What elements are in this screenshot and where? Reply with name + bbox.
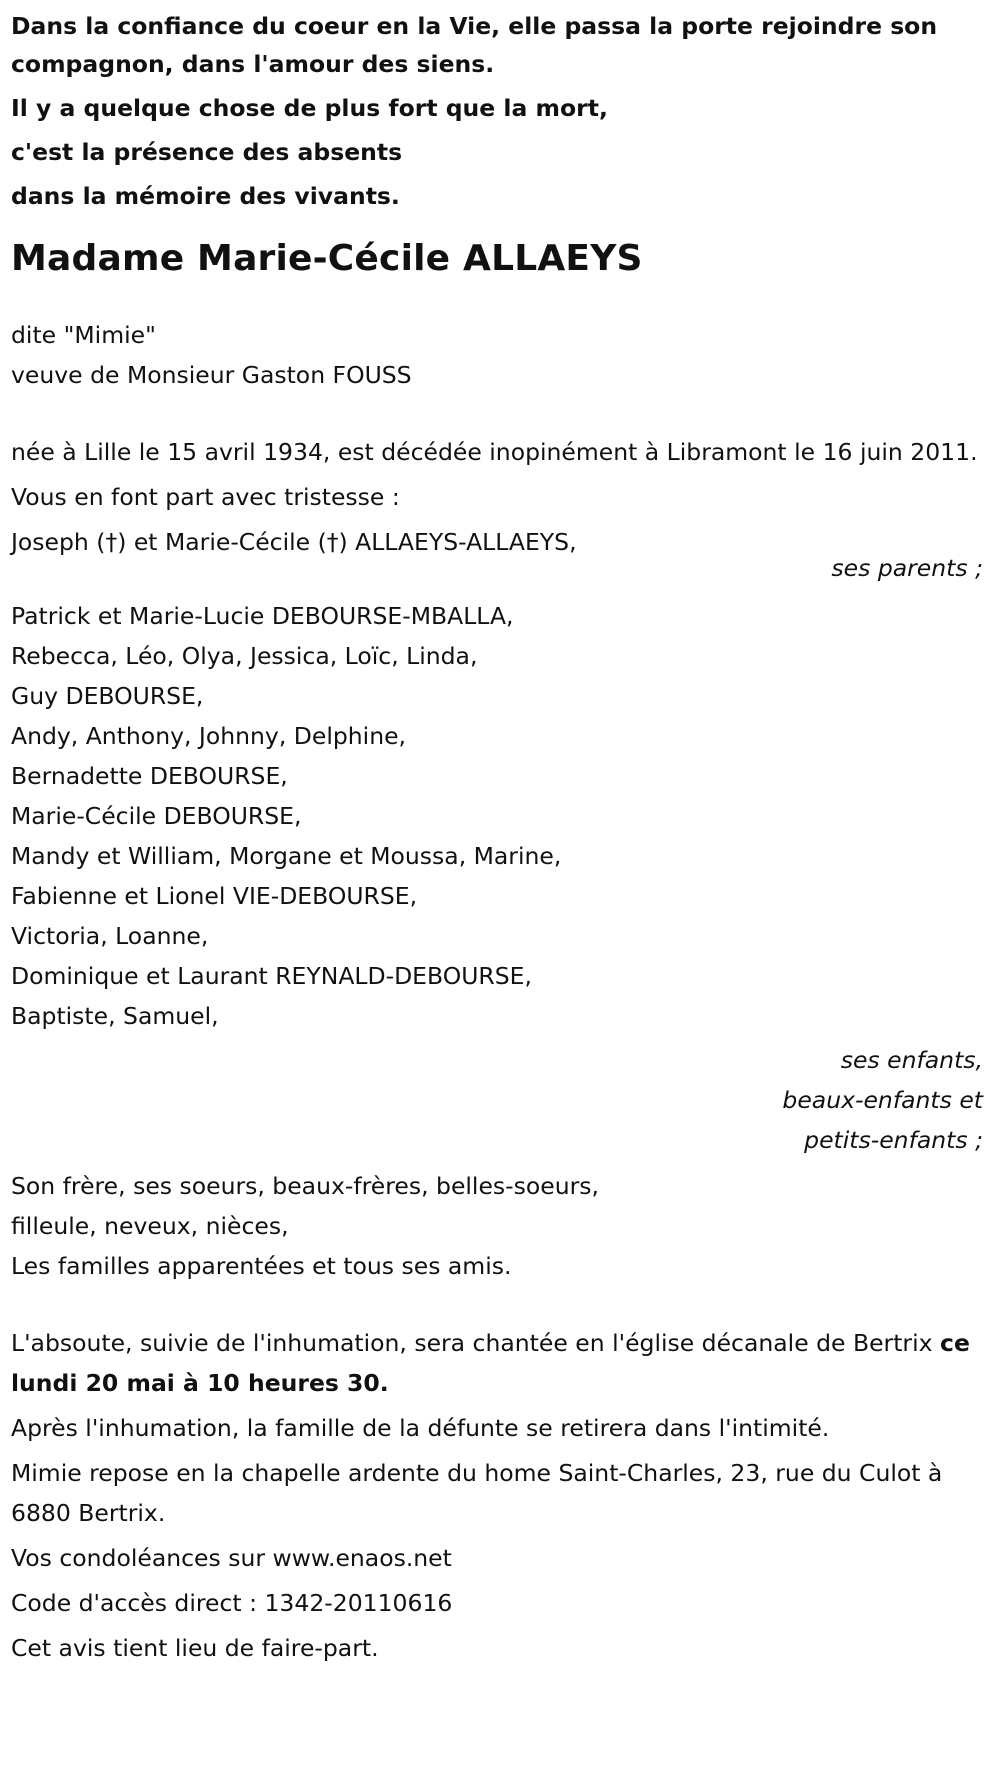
list-item: Fabienne et Lionel VIE-DEBOURSE,	[11, 882, 418, 910]
children-label: ses enfants, beaux-enfants et petits-enfants ;	[782, 1046, 983, 1154]
list-item: Andy, Anthony, Johnny, Delphine,	[11, 722, 407, 750]
quote-line-3: c'est la présence des absents	[11, 138, 403, 166]
list-item: Les familles apparentées et tous ses amis.	[11, 1252, 512, 1280]
deceased-name: Madame Marie-Cécile ALLAEYS	[11, 238, 643, 279]
obituary-notice	[11, 0, 1000, 1668]
list-item: Bernadette DEBOURSE,	[11, 762, 288, 790]
quote-line-2: Il y a quelque chose de plus fort que la mort,	[11, 94, 608, 122]
resting-place: Mimie repose en la chapelle ardente du home Saint-Charles, 23, rue du Culot à 6880 Bertrix.	[11, 1459, 943, 1527]
obituary-text-column	[11, 7, 983, 1668]
list-item: Son frère, ses soeurs, beaux-frères, belles-soeurs,	[11, 1172, 599, 1200]
list-item: Mandy et William, Morgane et Moussa, Marine,	[11, 842, 562, 870]
ceremony-datetime: ce lundi 20 mai à 10 heures 30.	[11, 1329, 970, 1397]
parents-label: ses parents ;	[831, 554, 983, 582]
list-item: Rebecca, Léo, Olya, Jessica, Loïc, Linda,	[11, 642, 478, 670]
condolences-link: Vos condoléances sur www.enaos.net	[11, 1544, 452, 1572]
ceremony-announcement	[11, 1323, 983, 1403]
announcement-intro: Vous en font part avec tristesse :	[11, 483, 400, 511]
parents-line: Joseph (†) et Marie-Cécile (†) ALLAEYS-ALLAEYS,	[11, 528, 577, 556]
deceased-nickname: dite "Mimie"	[11, 321, 156, 349]
access-code: Code d'accès direct : 1342-20110616	[11, 1589, 453, 1617]
list-item: Patrick et Marie-Lucie DEBOURSE-MBALLA,	[11, 602, 514, 630]
deceased-birth-death: née à Lille le 15 avril 1934, est décédée inopinément à Libramont le 16 juin 2011.	[11, 438, 978, 466]
closing-note: Cet avis tient lieu de faire-part.	[11, 1634, 379, 1662]
children-list	[11, 596, 983, 1036]
ceremony-text: L'absoute, suivie de l'inhumation, sera chantée en l'église décanale de Bertrix	[11, 1329, 933, 1357]
list-item: Baptiste, Samuel,	[11, 1002, 219, 1030]
after-burial-note: Après l'inhumation, la famille de la défunte se retirera dans l'intimité.	[11, 1414, 830, 1442]
list-item: Guy DEBOURSE,	[11, 682, 204, 710]
quote-line-4: dans la mémoire des vivants.	[11, 182, 400, 210]
list-item: Victoria, Loanne,	[11, 922, 209, 950]
list-item: Marie-Cécile DEBOURSE,	[11, 802, 302, 830]
list-item: Dominique et Laurant REYNALD-DEBOURSE,	[11, 962, 532, 990]
deceased-widow-of: veuve de Monsieur Gaston FOUSS	[11, 361, 412, 389]
quote-line-1: Dans la confiance du coeur en la Vie, elle passa la porte rejoindre son compagnon, dans l'amour des siens.	[11, 12, 938, 78]
list-item: filleule, neveux, nièces,	[11, 1212, 289, 1240]
others-list	[11, 1166, 983, 1286]
